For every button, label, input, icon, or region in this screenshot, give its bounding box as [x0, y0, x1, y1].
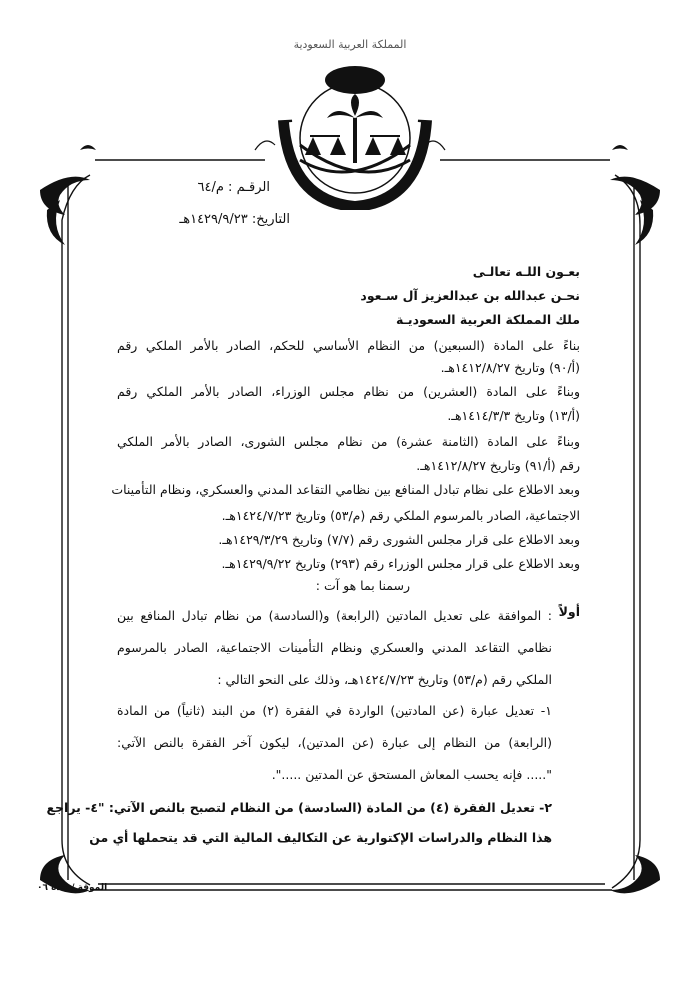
preamble-line: (أ/٩٠) وتاريخ ١٤١٢/٨/٢٧هـ. [440, 360, 580, 375]
preamble-line: وبناءً على المادة (الثامنة عشرة) من نظام مجلس الشورى، الصادر بالأمر الملكي [117, 434, 580, 449]
article-line: : الموافقة على تعديل المادتين (الرابعة) و(السادسة) من نظام تبادل المنافع بين [117, 608, 552, 623]
decree-formula: رسمنا بما هو آت : [315, 578, 410, 593]
preamble-line: وبعد الاطلاع على قرار مجلس الشورى رقم (٧/٧) وتاريخ ١٤٢٩/٣/٢٩هـ. [218, 532, 580, 547]
article-line: نظامي التقاعد المدني والعسكري ونظام التأمينات الاجتماعية، الصادر بالمرسوم [117, 640, 552, 655]
article-one-label: أولاً [558, 604, 580, 619]
article-line: (الرابعة) من النظام إلى عبارة (عن المدتين)، ليكون آخر الفقرة بالنص الآتي: [117, 735, 552, 750]
saudi-emblem-icon [270, 60, 440, 210]
preamble-line: رقم (أ/٩١) وتاريخ ١٤١٢/٨/٢٧هـ. [416, 458, 580, 473]
reference-number: الرقـم : م/٦٤ [197, 180, 270, 195]
article-line: ١- تعديل عبارة (عن المادتين) الواردة في الفقرة (٢) من البند (ثانياً) من المادة [117, 703, 552, 718]
preamble-line: (أ/١٣) وتاريخ ١٤١٤/٣/٣هـ. [447, 408, 580, 423]
preamble-line: وبعد الاطلاع على قرار مجلس الوزراء رقم (٢٩٣) وتاريخ ١٤٢٩/٩/٢٢هـ. [221, 556, 580, 571]
footer-stamp: الموقة / جدة ٠٦ [37, 883, 108, 893]
preamble-line: بناءً على المادة (السبعين) من النظام الأساسي للحكم، الصادر بالأمر الملكي رقم [117, 338, 580, 353]
invocation-line: بعـون اللـه تعالـى [472, 264, 580, 279]
top-header-text: المملكة العربية السعودية [293, 38, 407, 51]
king-title-line: ملك المملكة العربية السعوديـة [396, 312, 580, 327]
article-line: "..... فإنه يحسب المعاش المستحق عن المدتين .....". [271, 767, 552, 782]
preamble-line: الاجتماعية، الصادر بالمرسوم الملكي رقم (م/٥٣) وتاريخ ١٤٢٤/٧/٢٣هـ. [221, 508, 580, 523]
decree-date: التاريخ: ١٤٢٩/٩/٢٣هـ [179, 212, 290, 227]
article-line: الملكي رقم (م/٥٣) وتاريخ ١٤٢٤/٧/٢٣هـ، وذلك على النحو التالي : [217, 672, 552, 687]
preamble-line: وبعد الاطلاع على نظام تبادل المنافع بين نظامي التقاعد المدني والعسكري، ونظام التأمينات [111, 482, 580, 497]
article-line: ٢- تعديل الفقرة (٤) من المادة (السادسة) من النظام لتصبح بالنص الآتي: "٤- يراجع [46, 800, 552, 815]
article-line: هذا النظام والدراسات الإكتوارية عن التكاليف المالية التي قد يتحملها أي من [89, 830, 552, 845]
preamble-line: وبناءً على المادة (العشرين) من نظام مجلس الوزراء، الصادر بالأمر الملكي رقم [117, 384, 580, 399]
king-name-line: نحـن عبدالله بن عبدالعزيز آل سـعود [360, 288, 580, 303]
